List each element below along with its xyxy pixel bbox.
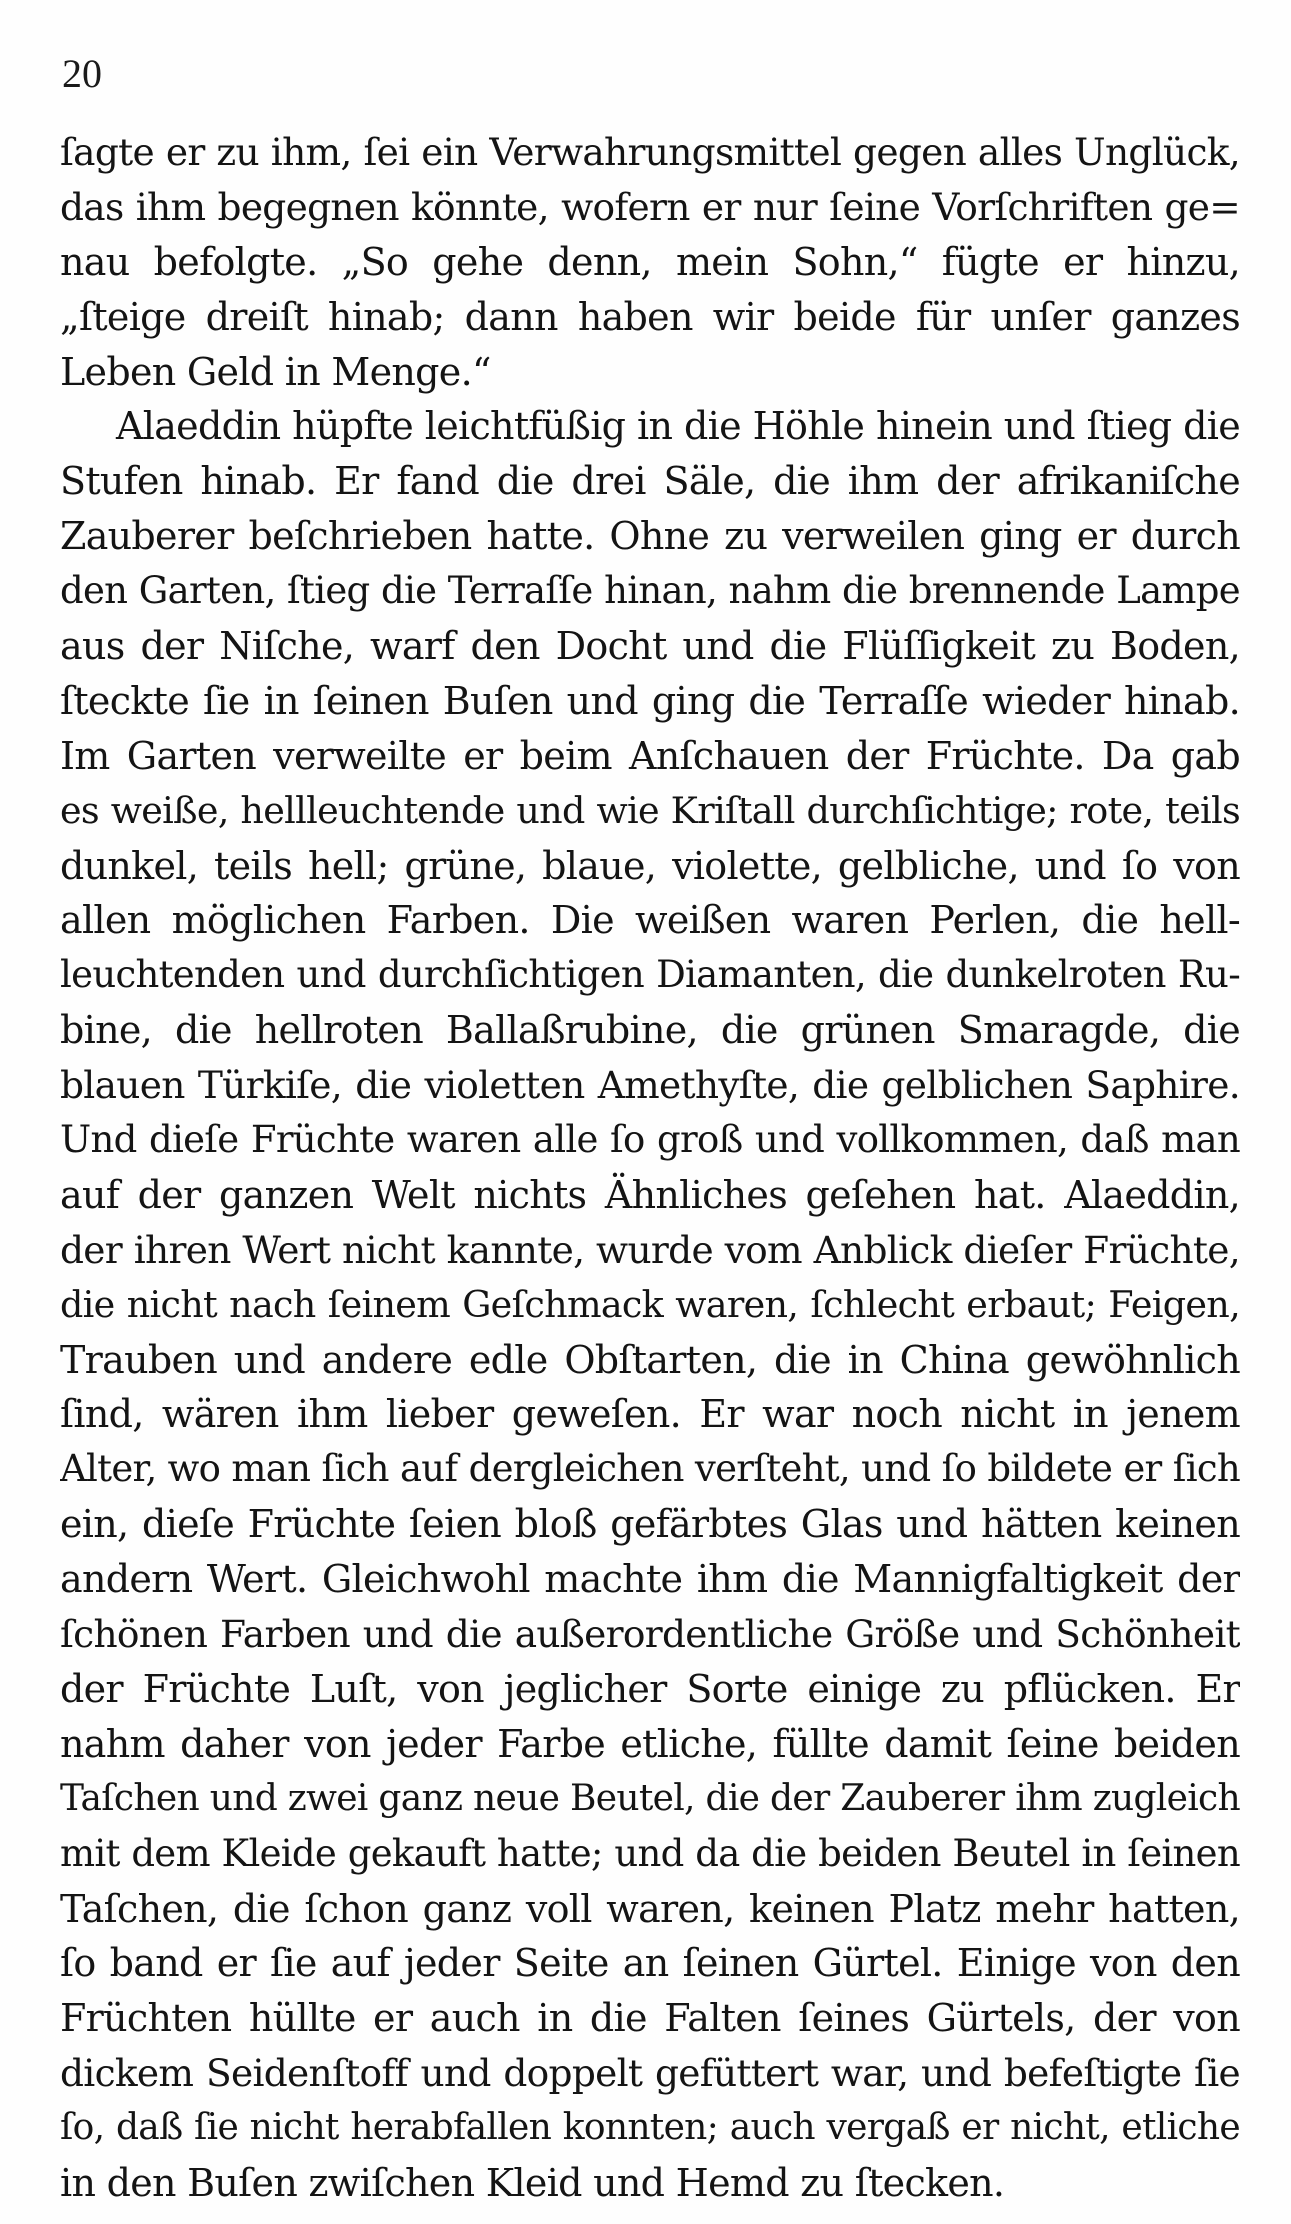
text-line: ſo, daß ſie nicht herabfallen konnten; auch vergaß er nicht, etliche bbox=[60, 2107, 1240, 2149]
paragraph-start-line: Alaeddin hüpfte leichtfüßig in die Höhle hinein und ſtieg die bbox=[116, 404, 1240, 449]
page-number: 20 bbox=[62, 51, 102, 96]
text-line: dunkel, teils hell; grüne, blaue, violette, gelbliche, und ſo von bbox=[60, 843, 1240, 888]
text-line: andern Wert. Gleichwohl machte ihm die Mannigfaltigkeit der bbox=[60, 1557, 1240, 1602]
text-line: die nicht nach ſeinem Geſchmack waren, ſchlecht erbaut; Feigen, bbox=[60, 1282, 1240, 1326]
text-line: ſo band er ſie auf jeder Seite an ſeinen Gürtel. Einige von den bbox=[60, 1941, 1240, 1986]
text-line: Taſchen, die ſchon ganz voll waren, keinen Platz mehr hatten, bbox=[60, 1886, 1240, 1931]
text-line: blauen Türkiſe, die violetten Amethyſte, die gelblichen Saphire. bbox=[60, 1063, 1240, 1108]
text-line: allen möglichen Farben. Die weißen waren Perlen, die hell- bbox=[60, 898, 1240, 943]
text-line: dickem Seidenſtoff und doppelt gefüttert war, und befeſtigte ſie bbox=[60, 2051, 1240, 2096]
text-line: Trauben und andere edle Obſtarten, die in China gewöhnlich bbox=[60, 1337, 1240, 1382]
paragraph-end-line: Leben Geld in Menge.“ bbox=[60, 349, 491, 394]
text-line: ſteckte ſie in ſeinen Buſen und ging die Terraſſe wieder hinab. bbox=[60, 678, 1240, 723]
text-line: ſagte er zu ihm, ſei ein Verwahrungsmittel gegen alles Unglück, bbox=[60, 130, 1240, 174]
body-text bbox=[60, 125, 1240, 2211]
text-line: das ihm begegnen könnte, wofern er nur ſeine Vorſchriften ge= bbox=[60, 184, 1240, 229]
text-line: mit dem Kleide gekauft hatte; und da die beiden Beutel in ſeinen bbox=[60, 1831, 1240, 1875]
text-line: leuchtenden und durchſichtigen Diamanten, die dunkelroten Ru- bbox=[60, 953, 1240, 997]
text-line: bine, die hellroten Ballaßrubine, die grünen Smaragde, die bbox=[60, 1008, 1240, 1053]
paragraph-end-line: in den Buſen zwiſchen Kleid und Hemd zu ſtecken. bbox=[60, 2160, 1005, 2205]
text-line: es weiße, hellleuchtende und wie Kriſtall durchſichtige; rote, teils bbox=[60, 788, 1240, 832]
text-line: Taſchen und zwei ganz neue Beutel, die der Zauberer ihm zugleich bbox=[60, 1777, 1240, 1819]
text-line: der Früchte Luſt, von jeglicher Sorte einige zu pflücken. Er bbox=[60, 1666, 1240, 1711]
text-line: ein, dieſe Früchte ſeien bloß gefärbtes Glas und hätten keinen bbox=[60, 1502, 1240, 1547]
text-line: Früchten hüllte er auch in die Falten ſeines Gürtels, der von bbox=[60, 1996, 1240, 2041]
text-line: ſchönen Farben und die außerordentliche Größe und Schönheit bbox=[60, 1612, 1240, 1657]
text-line: auf der ganzen Welt nichts Ähnliches geſehen hat. Alaeddin, bbox=[60, 1172, 1240, 1217]
text-line: Stufen hinab. Er fand die drei Säle, die ihm der afrikaniſche bbox=[60, 459, 1240, 504]
text-line: „ſteige dreiſt hinab; dann haben wir beide für unſer ganzes bbox=[60, 294, 1240, 339]
text-line: der ihren Wert nicht kannte, wurde vom Anblick dieſer Früchte, bbox=[60, 1227, 1240, 1272]
text-line: den Garten, ſtieg die Terraſſe hinan, nahm die brennende Lampe bbox=[60, 569, 1240, 613]
text-line: Und dieſe Früchte waren alle ſo groß und vollkommen, daß man bbox=[60, 1118, 1240, 1162]
text-line: Alter, wo man ſich auf dergleichen verſteht, und ſo bildete er ſich bbox=[60, 1447, 1240, 1491]
text-line: nau befolgte. „So gehe denn, mein Sohn,“ fügte er hinzu, bbox=[60, 239, 1240, 284]
text-line: Im Garten verweilte er beim Anſchauen der Früchte. Da gab bbox=[60, 733, 1240, 778]
text-line: ſind, wären ihm lieber geweſen. Er war noch nicht in jenem bbox=[60, 1392, 1240, 1437]
text-line: nahm daher von jeder Farbe etliche, füllte damit ſeine beiden bbox=[60, 1721, 1240, 1766]
text-line: Zauberer beſchrieben hatte. Ohne zu verweilen ging er durch bbox=[60, 514, 1240, 559]
text-line: aus der Niſche, warf den Docht und die Flüſſigkeit zu Boden, bbox=[60, 624, 1240, 669]
